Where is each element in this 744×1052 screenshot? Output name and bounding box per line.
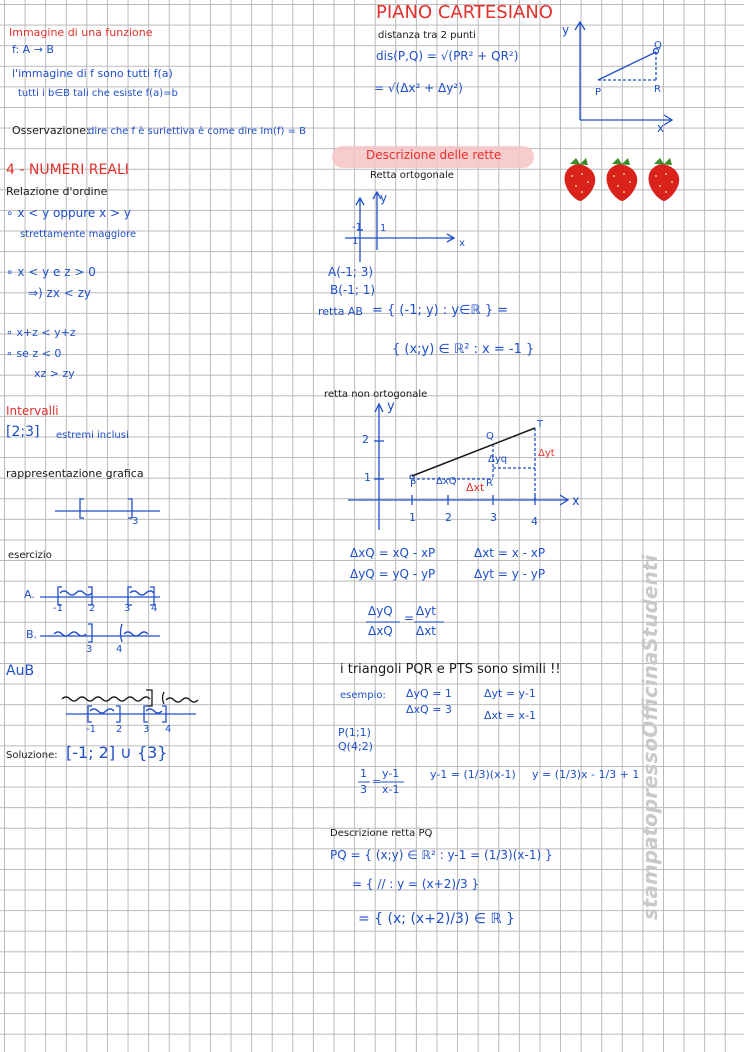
descrizione-rette-title: Descrizione delle rette — [366, 148, 502, 162]
pq-set-1: PQ = { (x;y) ∈ ℝ² : y-1 = (1/3)(x-1) } — [330, 848, 553, 862]
immagine-line1: l'immagine di f sono tutti f(a) — [12, 67, 173, 80]
relazione-ordine: Relazione d'ordine — [6, 185, 108, 198]
immagine-title: Immagine di una funzione — [9, 26, 153, 39]
union-number-line — [62, 690, 198, 722]
g2-x-label: x — [459, 238, 465, 249]
g2-tick: 1 — [352, 236, 359, 247]
set-a-label: A. — [24, 588, 35, 601]
g3-dxt-label: Δxt — [466, 481, 485, 494]
immagine-line2: tutti i b∈B tali che esiste f(a)=b — [18, 88, 178, 99]
descrizione-retta-pq: Descrizione retta PQ — [330, 828, 433, 839]
graph-1-axes — [575, 22, 672, 125]
rappresentazione-grafica: rappresentazione grafica — [6, 467, 144, 480]
osservazione-text: dire che f è suriettiva è come dire Im(f) = B — [88, 126, 306, 137]
rule2-a: ∘ x < y e z > 0 — [6, 265, 96, 279]
esempio-dyq: ΔyQ = 1 — [406, 687, 452, 700]
rule4-a: ∘ se z < 0 — [6, 347, 62, 360]
delta-yq: ΔyQ = yQ - yP — [350, 567, 436, 581]
eq1-den: 3 — [360, 783, 367, 796]
point-a: A(-1; 3) — [328, 265, 374, 279]
g1-r-label: R — [654, 84, 661, 95]
u-tick: 4 — [165, 724, 172, 735]
g2-y-label: y — [380, 191, 388, 205]
distanza-formula: dis(P,Q) = √(PR² + QR²) — [376, 49, 519, 63]
a-tick: 2 — [89, 603, 96, 614]
rule3: ∘ x+z < y+z — [6, 326, 76, 339]
g3-dyt-label: Δyt — [538, 448, 555, 459]
delta-xq: ΔxQ = xQ - xP — [350, 546, 436, 560]
g3-p-label: P — [410, 479, 417, 490]
pq-set-2: = { // : y = (x+2)/3 } — [352, 877, 480, 891]
aub-label: AuB — [6, 663, 35, 679]
g3-q-label: Q — [486, 431, 494, 442]
graph-2-axes — [345, 192, 454, 262]
rule2-b: ⇒) zx < zy — [28, 286, 92, 300]
g3-xtick: 1 — [409, 511, 416, 524]
frac-den-2: Δxt — [416, 624, 437, 638]
triangoli-simili: i triangoli PQR e PTS sono simili !! — [340, 662, 561, 677]
set-a-number-line — [40, 587, 160, 605]
delta-yt: Δyt = y - yP — [474, 567, 546, 581]
set-notation-1: = { (-1; y) : y∈ℝ } = — [372, 303, 509, 318]
esempio-dxq: ΔxQ = 3 — [406, 703, 452, 716]
soluzione-value: [-1; 2] ∪ {3} — [66, 743, 168, 762]
g2-tick: 1 — [380, 223, 387, 234]
b-tick: 4 — [116, 644, 123, 655]
point-p: P(1;1) — [338, 726, 371, 739]
g3-t-label: T — [537, 419, 544, 430]
rappr-tick-3: 3 — [132, 516, 139, 527]
delta-xt: Δxt = x - xP — [474, 546, 546, 560]
frac-num-1: ΔyQ — [368, 604, 393, 618]
point-q: Q(4;2) — [338, 740, 373, 753]
b-tick: 3 — [86, 644, 93, 655]
a-tick: 3 — [124, 603, 131, 614]
retta-ortogonale-label: Retta ortogonale — [370, 170, 454, 181]
eq1-num: 1 — [360, 767, 367, 780]
rappr-number-line — [55, 499, 160, 518]
esempio-dxt: Δxt = x-1 — [484, 709, 537, 722]
g3-dxq-label: ΔxQ — [436, 476, 457, 487]
esercizio-label: esercizio — [8, 550, 52, 561]
eq3: y = (1/3)x - 1/3 + 1 — [532, 768, 640, 781]
g3-y-label: y — [387, 399, 395, 414]
g1-q-label: Q — [654, 40, 662, 51]
u-tick: -1 — [86, 724, 96, 735]
frac-equals: = — [404, 611, 415, 625]
watermark: stampatopressoOfficinaStudenti — [638, 554, 662, 920]
f-definition: f: A → B — [12, 43, 54, 56]
u-tick: 2 — [116, 724, 123, 735]
eq1-rnum: y-1 — [382, 767, 400, 780]
rule1-a: ∘ x < y oppure x > y — [6, 206, 131, 220]
g3-line-pt — [412, 428, 535, 476]
eq1-equals: = — [372, 775, 382, 788]
osservazione-label: Osservazione: — [12, 124, 90, 137]
g3-ytick-1: 1 — [364, 471, 371, 484]
fraction-bars — [358, 622, 444, 782]
set-b-label: B. — [26, 628, 38, 641]
pq-set-3: = { (x; (x+2)/3) ∈ ℝ } — [358, 911, 515, 927]
g3-dyq-label: Δyq — [488, 454, 508, 465]
esempio-dyt: Δyt = y-1 — [484, 687, 536, 700]
distanza-label: distanza tra 2 punti — [378, 30, 476, 41]
g1-y-label: y — [562, 23, 570, 37]
a-tick: 4 — [151, 603, 158, 614]
g1-x-label: x — [657, 121, 665, 135]
g3-xtick: 2 — [445, 511, 452, 524]
retta-ab-label: retta AB — [318, 305, 363, 318]
g3-ytick-2: 2 — [362, 433, 369, 446]
rule4-b: xz > zy — [34, 367, 75, 380]
distanza-formula-2: = √(Δx² + Δy²) — [374, 81, 463, 95]
rule1-b: strettamente maggiore — [20, 229, 137, 240]
g3-xtick: 4 — [531, 515, 538, 528]
set-notation-2: { (x;y) ∈ ℝ² : x = -1 } — [392, 342, 535, 357]
set-b-number-line — [40, 624, 160, 642]
frac-den-1: ΔxQ — [368, 624, 393, 638]
frac-num-2: Δyt — [416, 604, 437, 618]
graph-3-axes — [348, 404, 568, 530]
intervallo-example: [2;3] — [6, 424, 40, 440]
esempio-label: esempio: — [340, 690, 386, 701]
soluzione-label: Soluzione: — [6, 750, 58, 761]
eq2: y-1 = (1/3)(x-1) — [430, 768, 516, 781]
point-b: B(-1; 1) — [330, 283, 376, 297]
u-tick: 3 — [143, 724, 150, 735]
a-tick: -1 — [53, 603, 63, 614]
retta-non-ortogonale-label: retta non ortogonale — [324, 389, 428, 400]
numeri-reali-title: 4 - NUMERI REALI — [6, 162, 129, 178]
eq1-rden: x-1 — [382, 783, 400, 796]
g1-p-label: P — [595, 87, 602, 98]
intervalli-title: Intervalli — [6, 404, 59, 418]
piano-cartesiano-title: PIANO CARTESIANO — [376, 2, 553, 23]
g3-r-label: R — [486, 478, 493, 489]
g3-x-label: x — [572, 494, 580, 509]
g3-xtick: 3 — [490, 511, 497, 524]
g2-tick: -1 — [352, 222, 362, 233]
estremi-inclusi: estremi inclusi — [56, 430, 129, 441]
